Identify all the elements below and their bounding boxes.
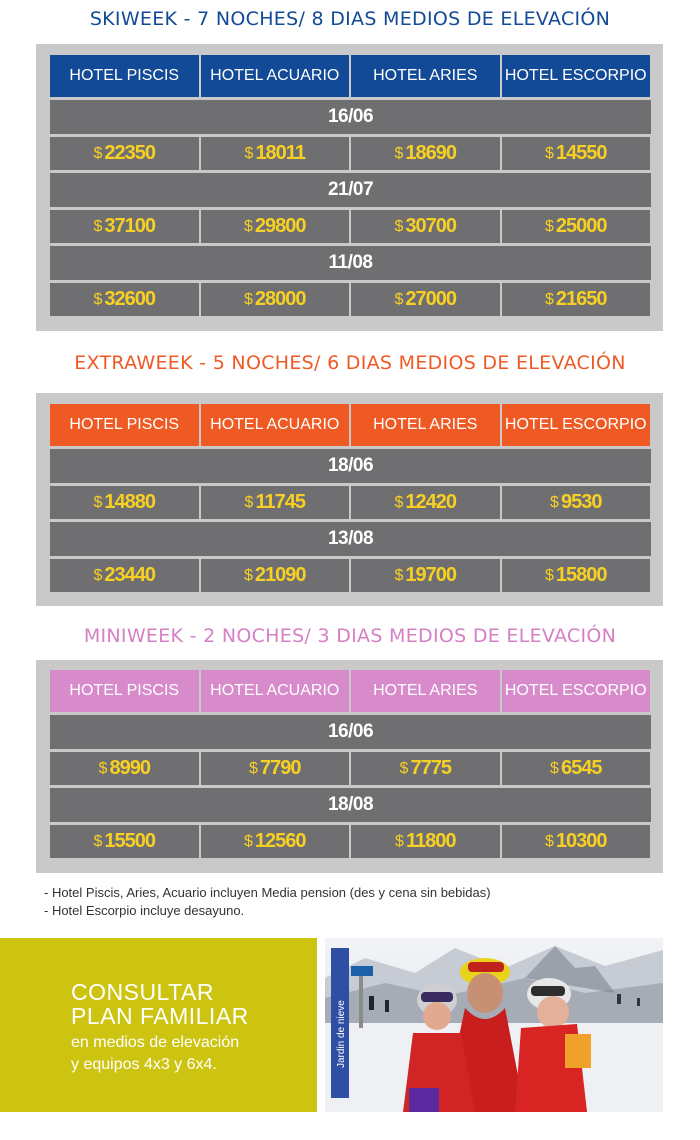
date-row: 11/08 [50, 246, 651, 280]
miniweek-grid [50, 670, 651, 858]
skiweek-grid [50, 55, 651, 316]
date-row: 18/06 [50, 449, 651, 483]
price-cell [351, 486, 500, 519]
currency-symbol: $ [244, 493, 254, 511]
price-value: 28000 [254, 288, 306, 310]
price-row [50, 210, 651, 243]
price-value: 11745 [255, 491, 305, 513]
currency-symbol: $ [394, 217, 404, 235]
price-value: 6545 [560, 757, 602, 779]
price-value: 21090 [254, 564, 306, 586]
price-value: 8990 [109, 757, 150, 779]
family-ski-photo-svg [325, 938, 663, 1112]
price-cell [50, 752, 199, 785]
family-plan-subtitle-line2: y equipos 4x3 y 6x4. [71, 1056, 217, 1073]
price-value: 22350 [104, 142, 156, 164]
miniweek-panel [36, 660, 663, 873]
currency-symbol: $ [399, 759, 409, 777]
price-value: 11800 [405, 830, 456, 852]
price-cell [50, 283, 199, 316]
price-cell [351, 137, 500, 170]
currency-symbol: $ [244, 144, 254, 162]
price-row [50, 752, 651, 785]
family-plan-subtitle-line1: en medios de elevación [71, 1034, 240, 1051]
hotel-header-cell: HOTEL PISCIS [50, 404, 199, 446]
price-cell [50, 137, 199, 170]
currency-symbol: $ [395, 832, 404, 850]
price-cell [502, 137, 651, 170]
note-half-board: - Hotel Piscis, Aries, Acuario incluyen Media pension (des y cena sin bebidas) [44, 885, 491, 900]
hotel-header-cell: HOTEL ARIES [351, 55, 500, 97]
date-row: 21/07 [50, 173, 651, 207]
price-cell [502, 752, 651, 785]
family-plan-title [71, 980, 249, 1028]
price-cell [50, 486, 199, 519]
price-row [50, 137, 651, 170]
hotel-header-cell: HOTEL ACUARIO [201, 55, 350, 97]
price-value: 12560 [254, 830, 306, 852]
currency-symbol: $ [394, 566, 404, 584]
currency-symbol: $ [243, 290, 253, 308]
hotel-header-cell: HOTEL ACUARIO [201, 404, 350, 446]
date-row: 13/08 [50, 522, 651, 556]
hotel-header-cell: HOTEL ESCORPIO [502, 670, 651, 712]
price-cell [201, 283, 350, 316]
currency-symbol: $ [550, 759, 559, 777]
price-value: 14550 [555, 142, 607, 164]
price-cell [502, 283, 651, 316]
price-cell [201, 752, 350, 785]
price-value: 7790 [259, 757, 301, 779]
price-cell [351, 825, 500, 858]
price-value: 32600 [104, 288, 156, 310]
family-plan-banner [0, 938, 317, 1112]
price-value: 19700 [405, 564, 457, 586]
currency-symbol: $ [544, 832, 554, 850]
price-value: 15500 [104, 830, 156, 852]
currency-symbol: $ [550, 493, 559, 511]
price-cell [351, 283, 500, 316]
price-row [50, 559, 651, 592]
skiweek-title: SKIWEEK - 7 NOCHES/ 8 DIAS MEDIOS DE ELEVACIÓN [89, 8, 611, 30]
price-value: 37100 [104, 215, 156, 237]
price-value: 27000 [405, 288, 457, 310]
hotel-header-cell: HOTEL ESCORPIO [502, 55, 651, 97]
hotel-header-cell: HOTEL PISCIS [50, 670, 199, 712]
currency-symbol: $ [544, 566, 554, 584]
currency-symbol: $ [243, 832, 253, 850]
extraweek-panel [36, 393, 663, 606]
sign-text: Jardin de nieve [336, 1000, 347, 1068]
currency-symbol: $ [249, 759, 258, 777]
price-cell [351, 210, 500, 243]
price-row [50, 486, 651, 519]
price-value: 15800 [555, 564, 607, 586]
currency-symbol: $ [243, 566, 253, 584]
price-value: 12420 [405, 491, 457, 513]
price-cell [502, 486, 651, 519]
price-row [50, 283, 651, 316]
date-row: 18/08 [50, 788, 651, 822]
currency-symbol: $ [93, 493, 103, 511]
currency-symbol: $ [93, 144, 103, 162]
hotel-header-cell: HOTEL ARIES [351, 670, 500, 712]
family-plan-subtitle [71, 1032, 239, 1076]
family-ski-photo [325, 938, 663, 1112]
miniweek-title: MINIWEEK - 2 NOCHES/ 3 DIAS MEDIOS DE ELEVACIÓN [83, 625, 617, 647]
extraweek-grid [50, 404, 651, 592]
price-cell [351, 559, 500, 592]
price-cell [50, 210, 199, 243]
currency-symbol: $ [544, 217, 554, 235]
hotel-header-cell: HOTEL ARIES [351, 404, 500, 446]
price-cell [502, 559, 651, 592]
notes [44, 884, 491, 920]
price-value: 25000 [555, 215, 607, 237]
price-value: 29800 [254, 215, 306, 237]
currency-symbol: $ [93, 290, 103, 308]
price-cell [201, 137, 350, 170]
hotel-header-row [50, 404, 651, 446]
price-cell [351, 752, 500, 785]
price-value: 18690 [405, 142, 457, 164]
price-cell [50, 825, 199, 858]
hotel-header-row [50, 55, 651, 97]
date-row: 16/06 [50, 715, 651, 749]
currency-symbol: $ [93, 566, 103, 584]
extraweek-title: EXTRAWEEK - 5 NOCHES/ 6 DIAS MEDIOS DE ELEVACIÓN [74, 352, 626, 374]
currency-symbol: $ [394, 290, 404, 308]
price-cell [50, 559, 199, 592]
skiweek-panel [36, 44, 663, 331]
family-plan-title-line1: CONSULTAR [71, 979, 214, 1005]
price-value: 9530 [560, 491, 602, 513]
currency-symbol: $ [394, 493, 404, 511]
price-value: 18011 [255, 142, 305, 164]
price-value: 23440 [104, 564, 156, 586]
hotel-header-cell: HOTEL PISCIS [50, 55, 199, 97]
price-cell [502, 825, 651, 858]
currency-symbol: $ [544, 290, 554, 308]
family-plan-title-line2: PLAN FAMILIAR [71, 1003, 249, 1029]
price-value: 21650 [555, 288, 607, 310]
currency-symbol: $ [243, 217, 253, 235]
price-cell [201, 210, 350, 243]
price-cell [201, 486, 350, 519]
hotel-header-row [50, 670, 651, 712]
price-value: 30700 [405, 215, 457, 237]
price-value: 14880 [104, 491, 156, 513]
currency-symbol: $ [544, 144, 554, 162]
currency-symbol: $ [394, 144, 404, 162]
currency-symbol: $ [98, 759, 108, 777]
price-row [50, 825, 651, 858]
note-breakfast: - Hotel Escorpio incluye desayuno. [44, 903, 245, 918]
price-cell [201, 825, 350, 858]
price-value: 10300 [555, 830, 607, 852]
price-cell [502, 210, 651, 243]
currency-symbol: $ [93, 217, 103, 235]
price-cell [201, 559, 350, 592]
price-value: 7775 [410, 757, 451, 779]
hotel-header-cell: HOTEL ESCORPIO [502, 404, 651, 446]
currency-symbol: $ [93, 832, 103, 850]
hotel-header-cell: HOTEL ACUARIO [201, 670, 350, 712]
date-row: 16/06 [50, 100, 651, 134]
